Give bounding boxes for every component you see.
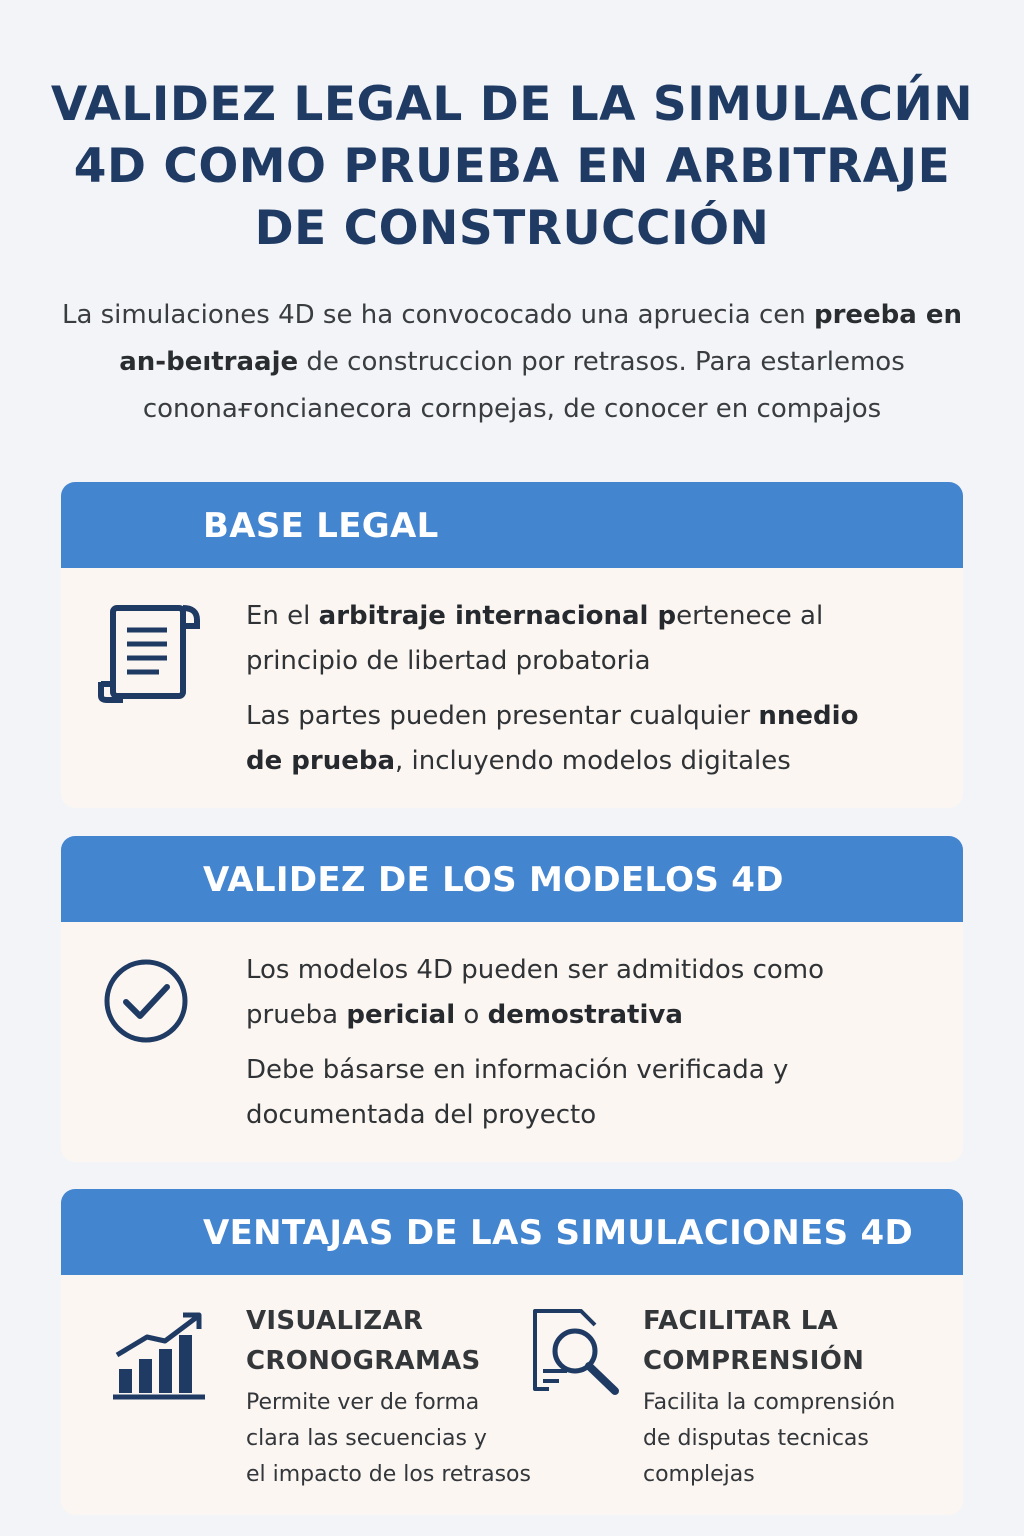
ventajas-card [61,1189,963,1515]
intro-bold-text: preeba en an-beıtraaje [119,300,963,377]
base-legal-text [246,594,886,794]
bold-span: demostrativa [487,1000,683,1030]
check-circle-icon [101,956,191,1050]
intro-paragraph [60,292,964,433]
text-span: o [455,1000,488,1030]
advantage-title-line: COMPRENSIÓN [643,1346,865,1376]
intro-text-2: de construccion por retrasos. Para estarlemos cononaғoncianecora cornpejas, de conocer en compajos [142,347,905,424]
base-legal-body [61,568,963,808]
bold-span: nnedio de prueba [246,701,859,776]
advantage-title-line: CRONOGRAMAS [246,1346,481,1376]
bold-span: arbitraje internacional p [318,601,677,631]
advantage-desc-line: de disputas tecnicas [643,1426,869,1451]
advantage-title [246,1301,536,1381]
advantage-description [643,1385,943,1493]
title-line-2: 4D COMO PRUEBA EN ARBITRAJE [73,139,951,194]
advantage-facilitar [643,1301,943,1493]
advantage-desc-line: complejas [643,1462,755,1487]
validez-modelos-text [246,948,886,1148]
advantage-desc-line: Facilita la comprensión [643,1390,896,1415]
bold-span: pericial [346,1000,456,1030]
validez-modelos-card [61,836,963,1162]
base-legal-point-2 [246,694,886,784]
page-title [40,74,984,260]
text-span: Las partes pueden presentar cualquier [246,701,759,731]
advantage-desc-line: clara las secuencias y [246,1426,487,1451]
validez-modelos-header: VALIDEZ DE LOS MODELOS 4D [61,836,963,922]
validez-modelos-body [61,922,963,1162]
document-search-icon [529,1305,625,1401]
bar-chart-growth-icon [111,1311,211,1407]
text-span: ertenece al principio de libertad probatoria [246,601,824,676]
advantage-desc-line: Permite ver de forma [246,1390,480,1415]
advantage-description [246,1385,536,1493]
validez-modelos-point-2: Debe básarse en información verificada y documentada del proyecto [246,1055,789,1130]
text-span: En el [246,601,319,631]
ventajas-body [61,1275,963,1515]
advantage-desc-line: el impacto de los retrasos [246,1462,531,1487]
advantage-title-line: VISUALIZAR [246,1306,424,1336]
title-line-3: DE CONSTRUCCIÓN [254,201,770,256]
base-legal-header: BASE LEGAL [61,482,963,568]
base-legal-card [61,482,963,808]
advantage-title-line: FACILITAR LA [643,1306,839,1336]
title-line-1: VALIDEZ LEGAL DE LA SIMULACИ́N [50,77,974,132]
text-span: Los modelos 4D pueden ser admitidos como prueba [246,955,825,1030]
intro-text-1: La simulaciones 4D se ha convococado una apruecia cen [61,300,814,330]
advantage-visualizar [246,1301,536,1493]
document-scroll-icon [97,604,201,708]
advantage-title [643,1301,943,1381]
ventajas-header: VENTAJAS DE LAS SIMULACIONES 4D [61,1189,963,1275]
text-span: , incluyendo modelos digitales [395,746,791,776]
base-legal-point-1 [246,594,886,684]
validez-modelos-point-1 [246,948,886,1038]
